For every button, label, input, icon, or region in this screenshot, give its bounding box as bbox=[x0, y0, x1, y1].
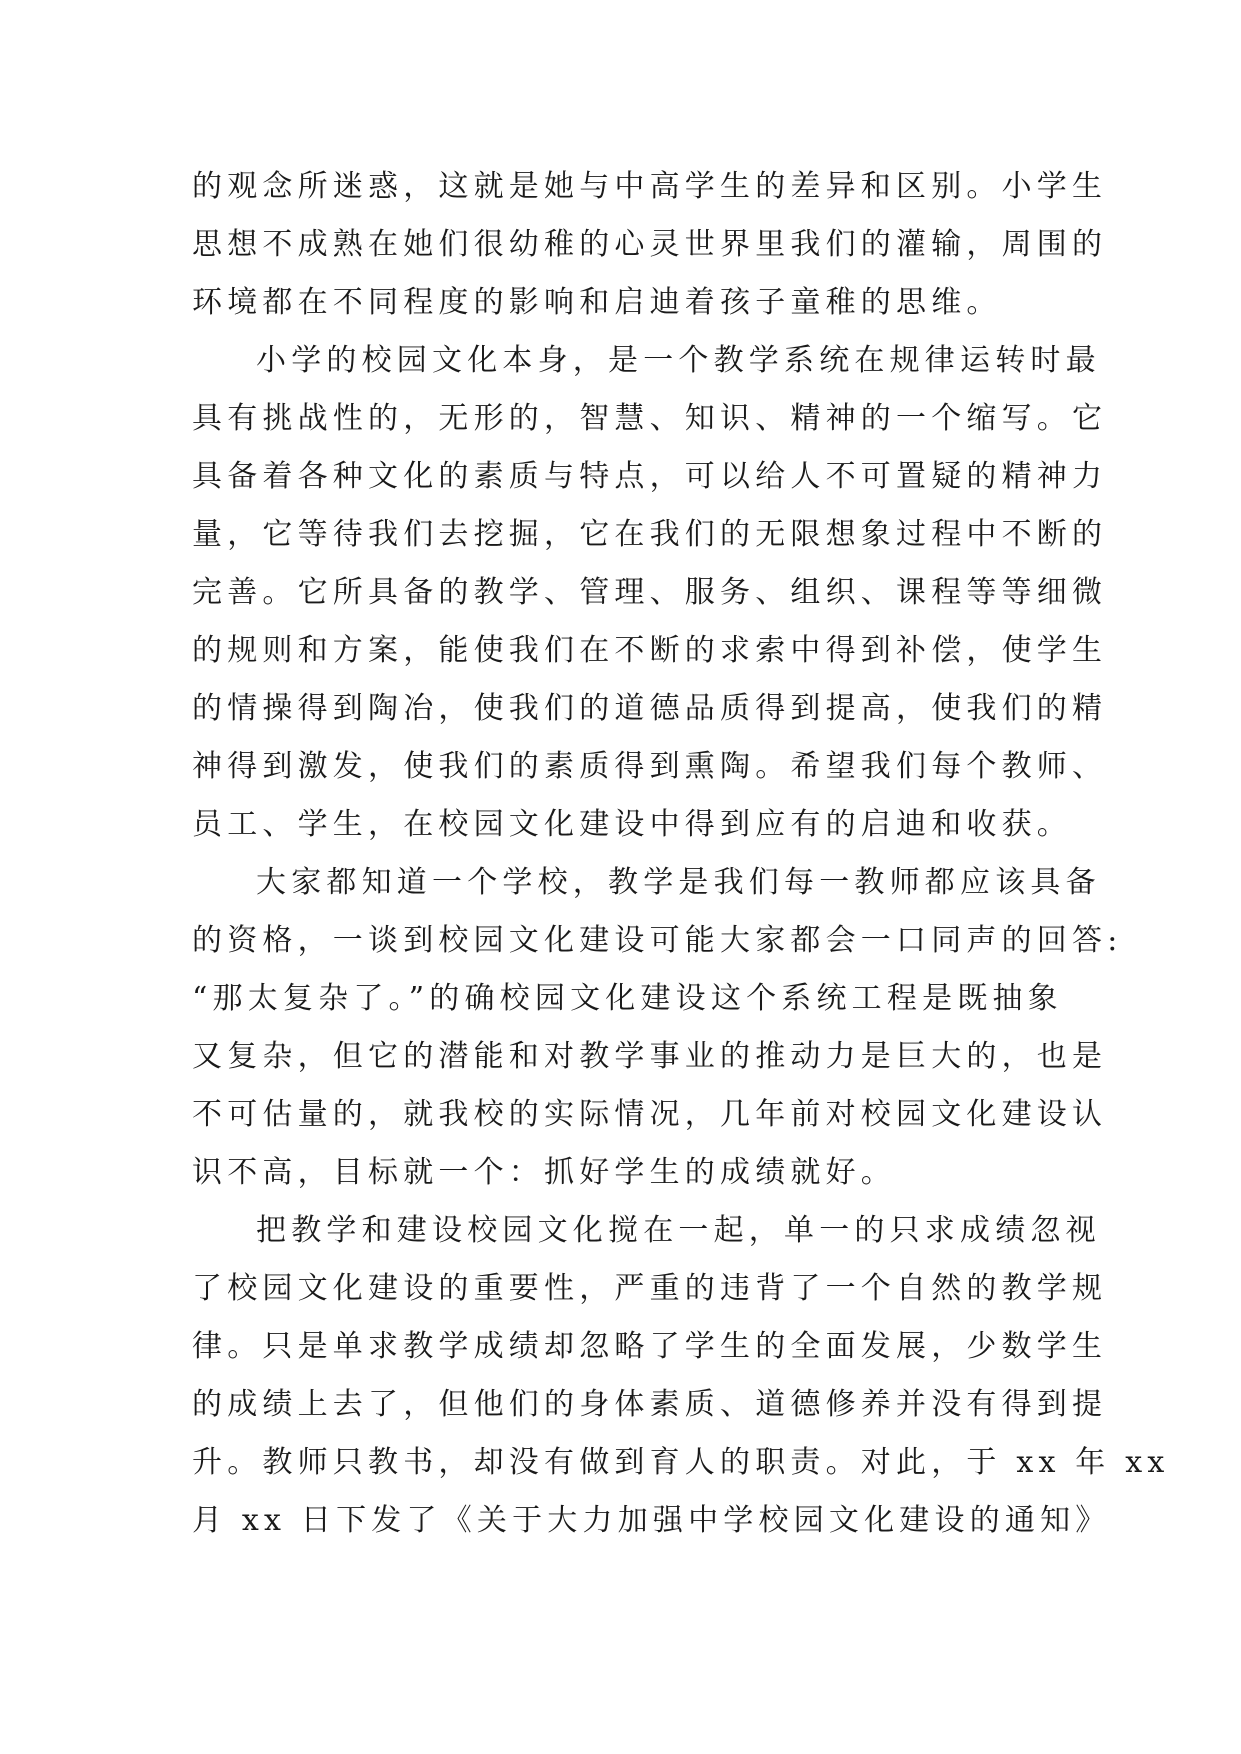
text-line: “那太复杂了。”的确校园文化建设这个系统工程是既抽象 bbox=[192, 981, 1063, 1016]
text-line: 的观念所迷惑，这就是她与中高学生的差异和区别。小学生 bbox=[192, 169, 1108, 204]
text-line: 神得到激发，使我们的素质得到熏陶。希望我们每个教师、 bbox=[192, 749, 1108, 784]
text-line: 完善。它所具备的教学、管理、服务、组织、课程等等细微 bbox=[192, 575, 1108, 610]
text-line: 的资格，一谈到校园文化建设可能大家都会一口同声的回答: bbox=[192, 923, 1123, 958]
text-line: 思想不成熟在她们很幼稚的心灵世界里我们的灌输，周围的 bbox=[192, 227, 1108, 262]
text-line: 具备着各种文化的素质与特点，可以给人不可置疑的精神力 bbox=[192, 459, 1108, 494]
text-line: 又复杂，但它的潜能和对教学事业的推动力是巨大的，也是 bbox=[192, 1039, 1108, 1074]
text-line: 环境都在不同程度的影响和启迪着孩子童稚的思维。 bbox=[192, 285, 1002, 320]
text-line: 的成绩上去了，但他们的身体素质、道德修养并没有得到提 bbox=[192, 1387, 1108, 1422]
paragraph-first-line: 把教学和建设校园文化搅在一起，单一的只求成绩忽视 bbox=[256, 1213, 1101, 1248]
text-line: 月 xx 日下发了《关于大力加强中学校园文化建设的通知》 bbox=[192, 1503, 1111, 1538]
text-line: 量，它等待我们去挖掘，它在我们的无限想象过程中不断的 bbox=[192, 517, 1108, 552]
paragraph-first-line: 大家都知道一个学校，教学是我们每一教师都应该具备 bbox=[256, 865, 1101, 900]
text-line: 具有挑战性的，无形的，智慧、知识、精神的一个缩写。它 bbox=[192, 401, 1108, 436]
text-line: 不可估量的，就我校的实际情况，几年前对校园文化建设认 bbox=[192, 1097, 1108, 1132]
text-line: 识不高，目标就一个：抓好学生的成绩就好。 bbox=[192, 1155, 896, 1190]
paragraph-first-line: 小学的校园文化本身，是一个教学系统在规律运转时最 bbox=[256, 343, 1101, 378]
text-line: 了校园文化建设的重要性，严重的违背了一个自然的教学规 bbox=[192, 1271, 1108, 1306]
text-line: 的规则和方案，能使我们在不断的求索中得到补偿，使学生 bbox=[192, 633, 1108, 668]
text-line: 律。只是单求教学成绩却忽略了学生的全面发展，少数学生 bbox=[192, 1329, 1108, 1364]
text-line: 升。教师只教书，却没有做到育人的职责。对此，于 xx 年 xx bbox=[192, 1445, 1170, 1480]
body-text bbox=[192, 158, 1170, 1550]
text-line: 员工、学生，在校园文化建设中得到应有的启迪和收获。 bbox=[192, 807, 1072, 842]
text-line: 的情操得到陶冶，使我们的道德品质得到提高，使我们的精 bbox=[192, 691, 1108, 726]
